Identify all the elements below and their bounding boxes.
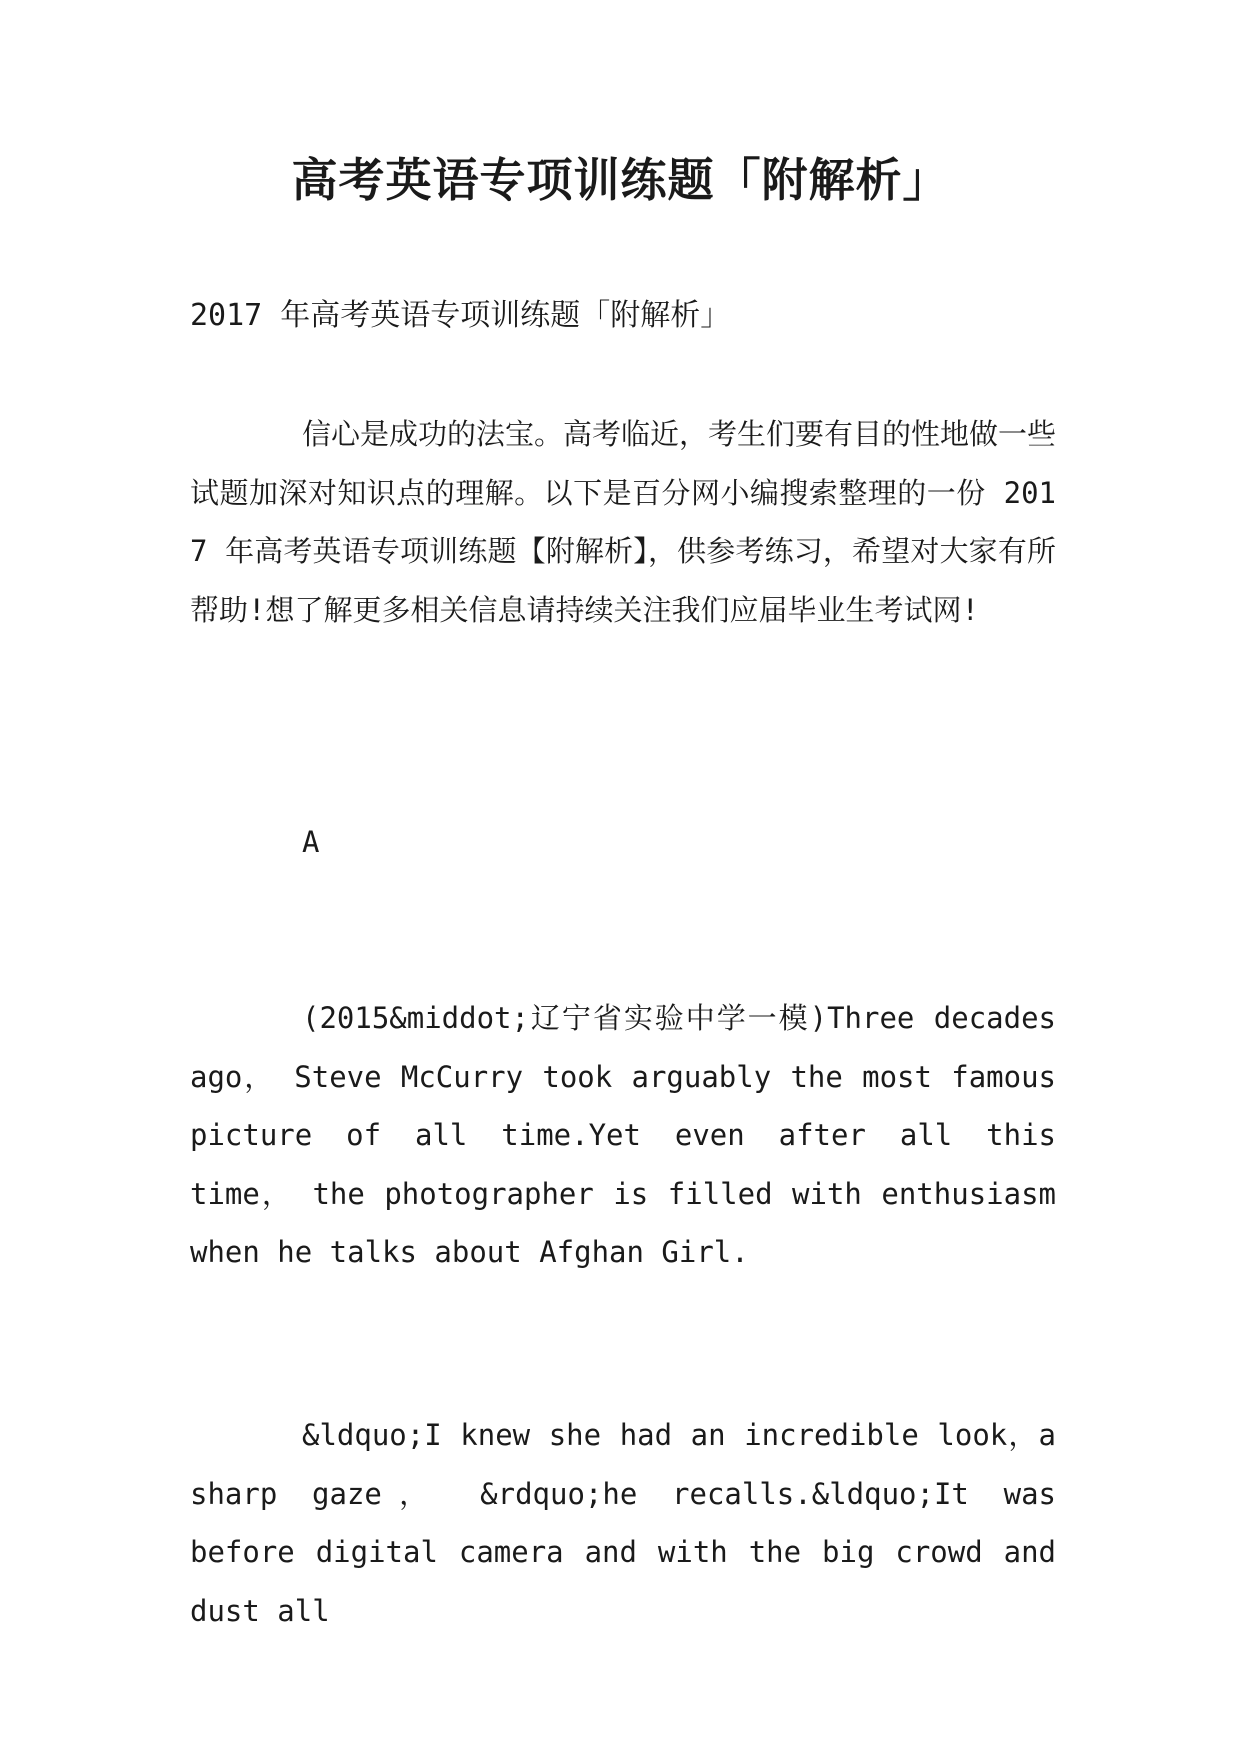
section-label: A <box>302 825 320 859</box>
document-subtitle: 2017 年高考英语专项训练题「附解析」 <box>190 298 731 333</box>
intro-paragraph: 信心是成功的法宝。高考临近，考生们要有目的性地做一些试题加深对知识点的理解。以下是百分网小编搜索整理的一份 2017 年高考英语专项训练题【附解析】，供参考练习，希望对大家有所帮助!想了解更多相关信息请持续关注我们应届毕业生考试网! <box>190 417 1057 627</box>
passage-paragraph-2: &ldquo;I knew she had an incredible look，a sharp gaze， &rdquo;he recalls.&ldquo;It was before digital camera and with the big crowd and dust all <box>190 1418 1056 1628</box>
passage-paragraph-1: (2015&middot;辽宁省实验中学一模)Three decades ago， Steve McCurry took arguably the most famous picture of all time.Yet even after all this time， the photographer is filled with enthusiasm when he talks about Afghan Girl. <box>190 1001 1056 1269</box>
document-title: 高考英语专项训练题「附解析」 <box>291 153 950 207</box>
